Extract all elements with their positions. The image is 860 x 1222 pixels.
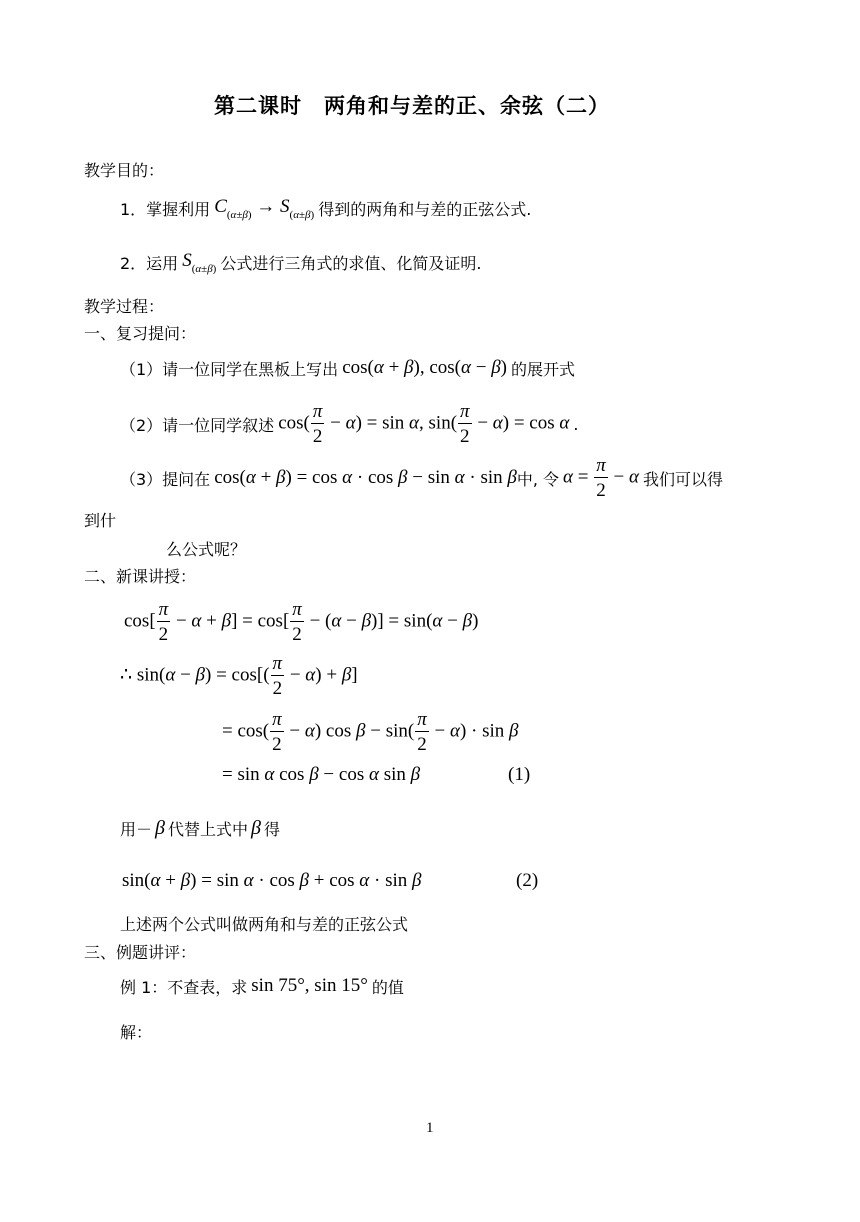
- review-q2-prefix: （2）请一位同学叙述: [120, 415, 275, 435]
- example-1-suffix: 的值: [371, 977, 404, 997]
- replace-text: [120, 814, 280, 842]
- review-q3-formula2: α = $\frac{\pi}{2}$ − α: [563, 455, 639, 501]
- page-title: 第二课时 两角和与差的正、余弦（二）: [214, 94, 610, 118]
- equation-1: cos[ $\frac{\pi}{2}$ − α + β] = cos[ $\frac{\pi}{2}$ − (α − β)] = sin(α − β): [124, 599, 479, 645]
- new-lesson-heading: 二、新课讲授：: [84, 567, 197, 586]
- objective-2-suffix: 公式进行三角式的求值、化简及证明.: [220, 253, 482, 273]
- objective-2-prefix: 2．运用: [120, 253, 179, 273]
- review-q2: [120, 400, 578, 448]
- review-q3-suffix: 我们可以得: [642, 469, 723, 489]
- examples-heading: 三、例题讲评：: [84, 943, 197, 962]
- replace-text-beta-2: β: [251, 816, 261, 839]
- equation-4-tag: (1): [508, 764, 531, 785]
- replace-text-e: 得: [263, 819, 280, 839]
- review-q3-prefix: （3）提问在: [120, 469, 211, 489]
- review-heading: 一、复习提问：: [84, 324, 197, 343]
- review-q3-formula: cos(α + β) = cos α · cos β − sin α · sin β: [214, 467, 517, 488]
- page-number: 1: [426, 1120, 434, 1136]
- review-q3: [120, 454, 723, 502]
- review-q1: [120, 354, 575, 382]
- review-q2-suffix: .: [573, 414, 579, 434]
- review-q1-formula: cos(α + β), cos(α − β): [342, 357, 507, 378]
- objective-1-prefix: 1．掌握利用: [120, 199, 211, 219]
- equation-5: sin(α + β) = sin α · cos β + cos α · sin β: [122, 870, 422, 891]
- review-q3-wrap: 到什: [84, 511, 117, 530]
- new-lesson-summary: 上述两个公式叫做两角和与差的正弦公式: [120, 915, 409, 934]
- objective-2: [120, 248, 481, 276]
- review-q2-formula: cos( $\frac{\pi}{2}$ − α) = sin α, sin( $\frac{\pi}{2}$ − α) = cos α: [278, 401, 570, 447]
- objective-2-formula: $S_{(\alpha\pm\beta)}$: [182, 249, 217, 275]
- equation-2: ∴ sin(α − β) = cos[( $\frac{\pi}{2}$ − α) + β]: [120, 653, 358, 699]
- review-q3-line2: 么公式呢？: [166, 540, 247, 559]
- replace-text-c: 代替上式中: [167, 819, 248, 839]
- review-q1-suffix: 的展开式: [511, 359, 576, 379]
- review-q1-prefix: （1）请一位同学在黑板上写出: [120, 359, 339, 379]
- example-1: [120, 972, 404, 1000]
- review-q3-mid: 中, 令: [516, 469, 560, 489]
- objective-1-suffix: 得到的两角和与差的正弦公式.: [318, 199, 532, 219]
- process-heading: 教学过程：: [84, 297, 165, 316]
- equation-4: = sin α cos β − cos α sin β: [222, 764, 421, 785]
- equation-3: = cos( $\frac{\pi}{2}$ − α) cos β − sin( $\frac{\pi}{2}$ − α) · sin β: [222, 709, 519, 755]
- replace-text-beta-1: β: [155, 816, 165, 839]
- example-1-prefix: 例 1：不查表，求: [120, 977, 248, 997]
- objectives-heading: 教学目的：: [84, 161, 165, 180]
- objective-1: [120, 194, 531, 222]
- objective-1-formula: $C_{(\alpha\pm\beta)} \to S_{(\alpha\pm\beta)}$: [214, 195, 315, 221]
- equation-5-tag: (2): [516, 870, 539, 891]
- example-1-formula: sin 75°, sin 15°: [251, 975, 368, 996]
- solution-label: 解：: [120, 1023, 153, 1042]
- replace-text-a: 用－: [120, 819, 153, 839]
